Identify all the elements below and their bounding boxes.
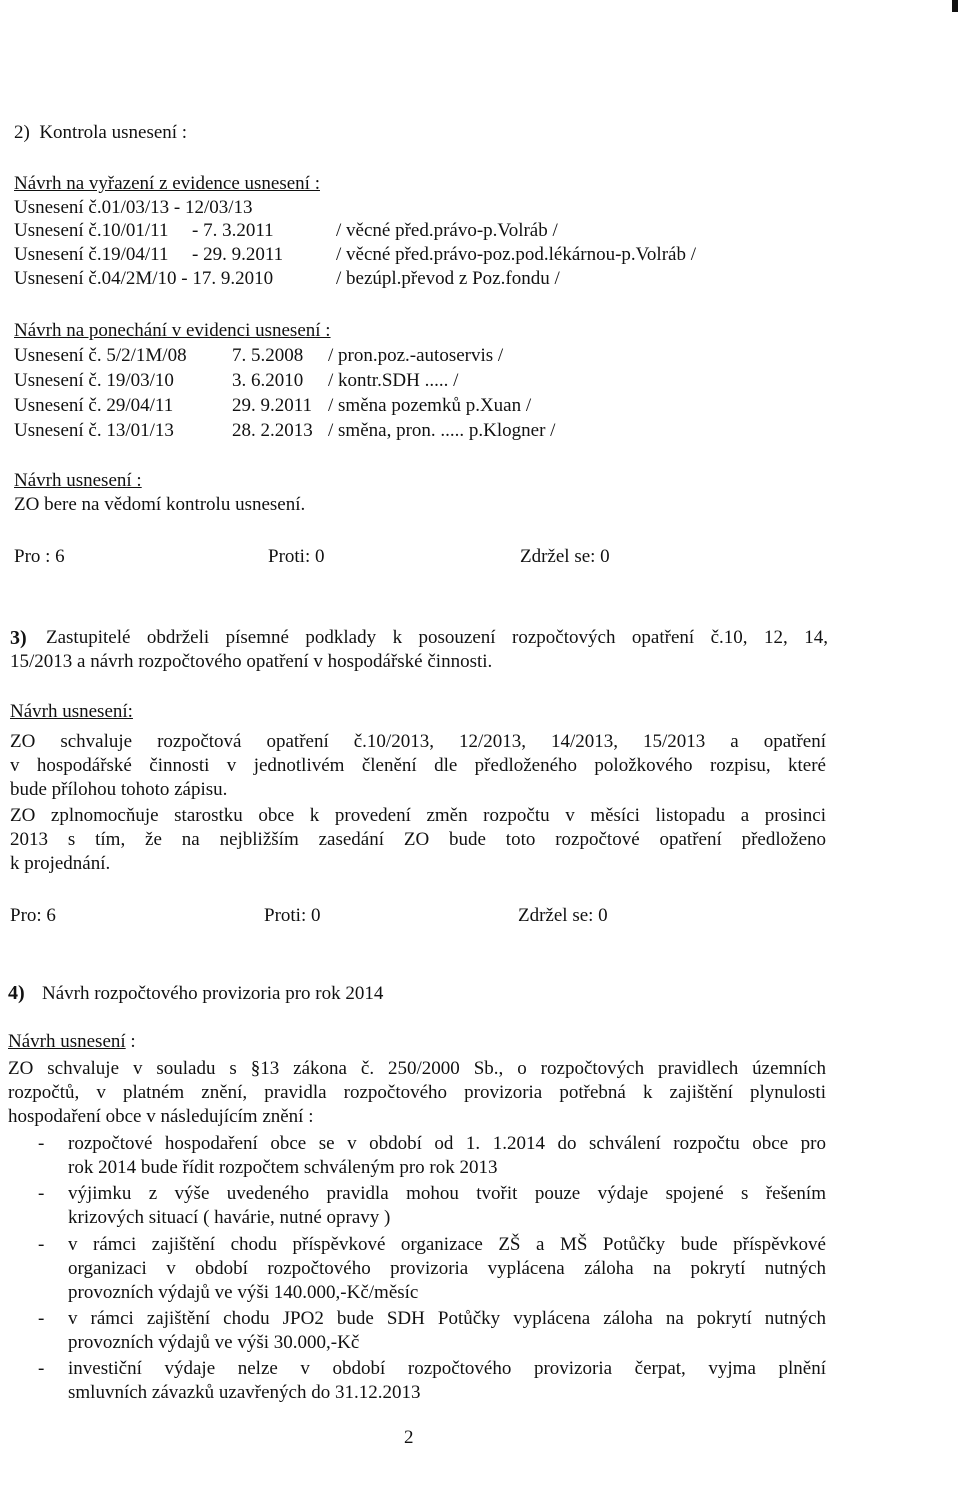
section-3-heading-line-2: 15/2013 a návrh rozpočtového opatření v hospodářské činnosti. (10, 651, 493, 672)
section-2-vote-pro: Pro : 6 (14, 546, 65, 567)
keep-row-1-date: 7. 5.2008 (232, 345, 304, 366)
section-2-proposal-text: ZO bere na vědomí kontrolu usnesení. (14, 494, 306, 515)
section-3-heading-line-1: Zastupitelé obdrželi písemné podklady k posouzení rozpočtových opatření č.10, 12, 14, (46, 627, 828, 648)
keep-row-4-note: / směna, pron. ..... p.Klogner / (328, 420, 556, 441)
bullet-dash: - (38, 1308, 45, 1329)
bullet-1-line-1: rozpočtové hospodaření obce se v období od 1. 1.2014 do schválení rozpočtu obce pro (68, 1133, 826, 1154)
bullet-5-line-2: smluvních závazků uzavřených do 31.12.2013 (68, 1382, 421, 1403)
bullet-dash: - (38, 1133, 45, 1154)
remove-row-4-note: / bezúpl.převod z Poz.fondu / (336, 268, 560, 289)
keep-row-1-ref: Usnesení č. 5/2/1M/08 (14, 345, 187, 366)
section-4-title: Návrh rozpočtového provizoria pro rok 2014 (42, 983, 384, 1004)
section-4-proposal-colon: : (125, 1031, 136, 1052)
bullet-4-line-1: v rámci zajištění chodu JPO2 bude SDH Potůčky vyplácena záloha na pokrytí nutných (68, 1308, 826, 1329)
section-3-proposal-title: Návrh usnesení: (10, 701, 133, 722)
section-4-intro-line-1: ZO schvaluje v souladu s §13 zákona č. 250/2000 Sb., o rozpočtových pravidlech územních (8, 1058, 826, 1079)
section-3-vote-zdrzel: Zdržel se: 0 (518, 905, 608, 926)
section-3-vote-proti: Proti: 0 (264, 905, 321, 926)
section-3-number: 3) (10, 627, 27, 649)
remove-row-4-ref: Usnesení č.04/2M/10 - 17. 9.2010 (14, 268, 274, 289)
section-4-proposal-title-wrap (8, 1031, 136, 1053)
keep-row-3-date: 29. 9.2011 (232, 395, 313, 416)
bullet-1-line-2: rok 2014 bude řídit rozpočtem schváleným pro rok 2013 (68, 1157, 498, 1178)
keep-row-2-note: / kontr.SDH ..... / (328, 370, 459, 391)
section-4-proposal-title: Návrh usnesení (8, 1031, 126, 1052)
section-3-para-1-line-1: ZO schvaluje rozpočtová opatření č.10/2013, 12/2013, 14/2013, 15/2013 a opatření (10, 731, 826, 752)
bullet-2-line-2: krizových situací ( havárie, nutné opravy ) (68, 1207, 391, 1228)
section-2-vote-proti: Proti: 0 (268, 546, 325, 567)
keep-row-4-ref: Usnesení č. 13/01/13 (14, 420, 174, 441)
bullet-2-line-1: výjimku z výše uvedeného pravidla mohou tvořit pouze výdaje spojené s řešením (68, 1183, 826, 1204)
section-4-number: 4) (8, 982, 25, 1004)
keep-row-2-date: 3. 6.2010 (232, 370, 304, 391)
remove-row-3-date: - 29. 9.2011 (192, 244, 284, 265)
bullet-4-line-2: provozních výdajů ve výši 30.000,-Kč (68, 1332, 360, 1353)
section-2-title: Kontrola usnesení : (39, 122, 188, 143)
remove-row-2-date: - 7. 3.2011 (192, 220, 274, 241)
bullet-dash: - (38, 1183, 45, 1204)
remove-evidence-title: Návrh na vyřazení z evidence usnesení : (14, 173, 320, 194)
section-2-heading (14, 122, 187, 144)
section-3-para-2-line-2: 2013 s tím, že na nejbližším zasedání ZO bude toto rozpočtové opatření předloženo (10, 829, 826, 850)
remove-row-2-ref: Usnesení č.10/01/11 (14, 220, 169, 241)
section-3-para-1-line-2: v hospodářské činnosti v jednotlivém členění dle předloženého položkového rozpisu, které (10, 755, 826, 776)
remove-row-3-ref: Usnesení č.19/04/11 (14, 244, 169, 265)
section-2-proposal-title: Návrh usnesení : (14, 470, 142, 491)
section-3-vote-pro: Pro: 6 (10, 905, 56, 926)
remove-row-1-ref: Usnesení č.01/03/13 - 12/03/13 (14, 197, 253, 218)
keep-row-4-date: 28. 2.2013 (232, 420, 313, 441)
section-3-para-1-line-3: bude přílohou tohoto zápisu. (10, 779, 228, 800)
remove-row-3-note: / věcné před.právo-poz.pod.lékárnou-p.Volráb / (336, 244, 696, 265)
keep-row-1-note: / pron.poz.-autoservis / (328, 345, 504, 366)
keep-row-3-ref: Usnesení č. 29/04/11 (14, 395, 174, 416)
bullet-3-line-1: v rámci zajištění chodu příspěvkové organizace ZŠ a MŠ Potůčky bude příspěvkové (68, 1234, 826, 1255)
bullet-dash: - (38, 1358, 45, 1379)
remove-row-2-note: / věcné před.právo-p.Volráb / (336, 220, 558, 241)
section-3-para-2-line-1: ZO zplnomocňuje starostku obce k provedení změn rozpočtu v měsíci listopadu a prosinci (10, 805, 826, 826)
section-4-intro-line-3: hospodaření obce v následujícím znění : (8, 1106, 314, 1127)
bullet-5-line-1: investiční výdaje nelze v období rozpočtového provizoria čerpat, vyjma plnění (68, 1358, 826, 1379)
section-2-vote-zdrzel: Zdržel se: 0 (520, 546, 610, 567)
section-4-intro-line-2: rozpočtů, v platném znění, pravidla rozpočtového provizoria potřebná k zajištění plynulosti (8, 1082, 826, 1103)
scan-edge-mark (952, 0, 958, 12)
keep-row-2-ref: Usnesení č. 19/03/10 (14, 370, 174, 391)
page-number: 2 (404, 1427, 414, 1448)
bullet-dash: - (38, 1234, 45, 1255)
section-3-para-2-line-3: k projednání. (10, 853, 111, 874)
section-2-number: 2) (14, 122, 30, 143)
bullet-3-line-3: provozních výdajů ve výši 140.000,-Kč/měsíc (68, 1282, 419, 1303)
bullet-3-line-2: organizaci v období rozpočtového provizoria vyplácena záloha na pokrytí nutných (68, 1258, 826, 1279)
keep-row-3-note: / směna pozemků p.Xuan / (328, 395, 532, 416)
keep-evidence-title: Návrh na ponechání v evidenci usnesení : (14, 320, 331, 341)
